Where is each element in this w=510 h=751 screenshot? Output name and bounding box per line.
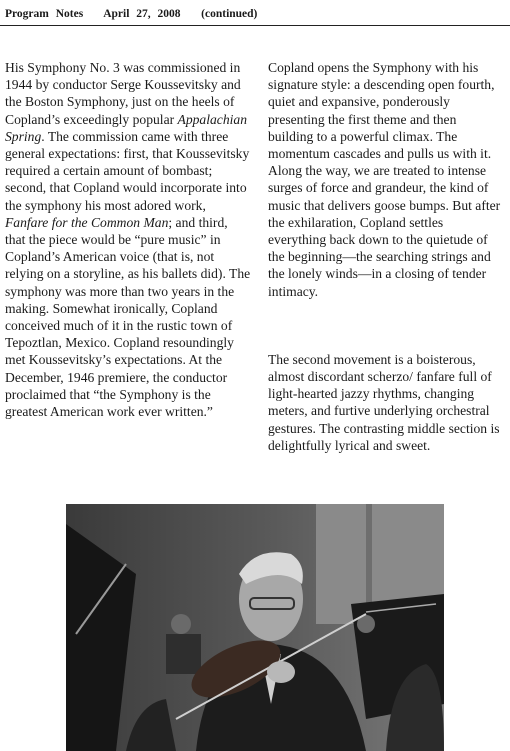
left-p1-text-a: His Symphony No. 3 was commissioned in 1944 by conductor Serge Koussevitsky and the Boston Symphony, just on the heels of Copland’s exceedingly popular [5,60,241,127]
right-column [268,59,504,454]
header-section: Program Notes [5,8,84,20]
left-column [5,59,251,420]
header-date: April 27, 2008 [103,8,181,20]
left-p1-text-c: ; and third, that the piece would be “pure music” in Copland’s American voice (that is, not relying on a storyline, as his ballets did). The symphony was more than two years in the making. Somewhat ironically, Copland conceived much of it in the rustic town of Tepoztlan, Mexico. Copland resoundingly met Koussevitsky’s expectations. At the December, 1946 premiere, the conductor proclaimed that “the Symphony is the greatest American work ever written.” [5,214,251,420]
page-header [5,8,257,20]
left-p1-title-appalachian: Appalachian Spring [5,111,248,144]
left-p1-title-fanfare: Fanfare for the Common Man [5,214,169,230]
left-p1-text-b: . The commission came with three general expectations: first, that Koussevitsky required a certain amount of bombast; second, that Copland would incorporate into the symphony his most adored work, [5,128,250,213]
header-continued: (continued) [201,8,258,20]
right-paragraph-1: Copland opens the Symphony with his signature style: a descending open fourth, quiet and expansive, ponderously presenting the first theme and then building to a powerful climax. The momentum cascades and pulls us with it. Along the way, we are treated to intense surges of force and grandeur, the kind of music that delivers goose bumps. But after the exhilaration, Copland settles everything back down to the quietude of the beginning—the searching strings and the lonely winds—in a closing of tender intimacy. [268,60,501,299]
header-rule [0,25,510,26]
right-paragraph-2: The second movement is a boisterous, almost discordant scherzo/ fanfare full of light-hearted jazzy rhythms, changing meters, and furtive underlying orchestral gestures. The contrasting middle section is delightfully lyrical and sweet. [268,351,500,453]
left-paragraph-1 [5,59,251,420]
violinist-photo [66,504,444,751]
violinist-photo-illustration [66,504,444,751]
